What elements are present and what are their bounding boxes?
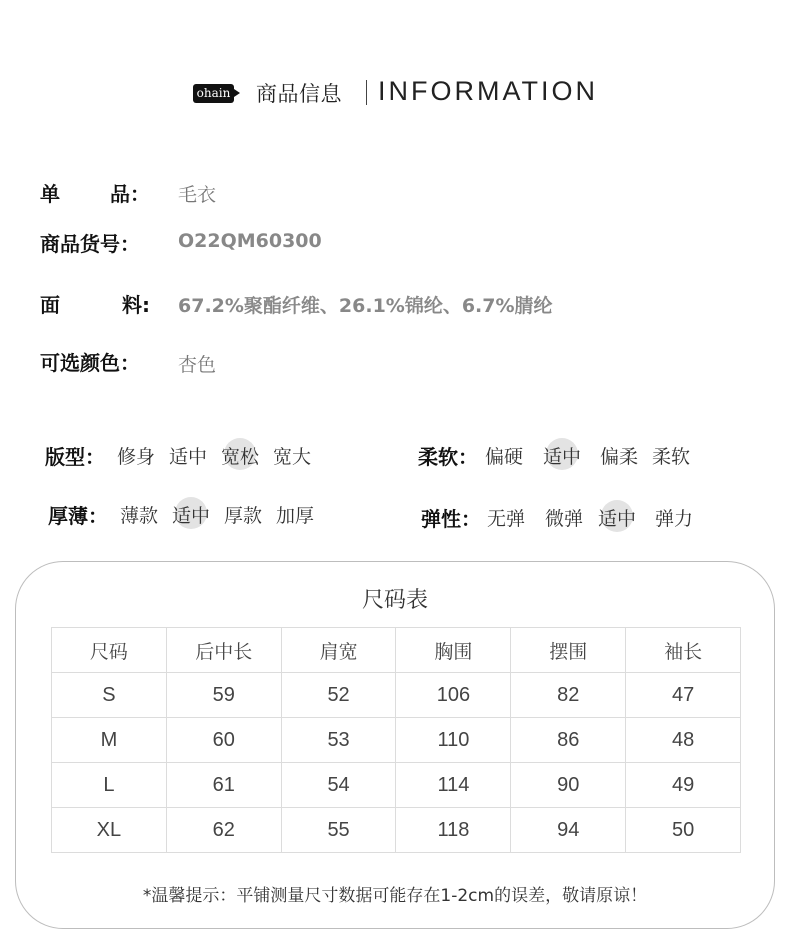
table-row	[52, 673, 741, 718]
fabric-label-part-2: 料:	[122, 293, 150, 317]
table-cell: 114	[396, 763, 511, 808]
brand-logo	[193, 84, 240, 103]
item-label-part-1: 单	[40, 182, 60, 206]
table-cell: 118	[396, 808, 511, 853]
table-cell: 106	[396, 673, 511, 718]
measurement-footnote: *温馨提示：平铺测量尺寸数据可能存在1-2cm的误差，敬请原谅！	[142, 886, 648, 906]
thickness-label: 厚薄：	[48, 504, 108, 528]
table-cell: 60	[166, 718, 281, 763]
item-label	[40, 178, 150, 207]
softness-label: 柔软：	[418, 445, 478, 469]
table-cell: 62	[166, 808, 281, 853]
table-cell: 47	[626, 673, 741, 718]
fit-label: 版型：	[45, 445, 105, 469]
header-divider	[366, 80, 367, 105]
sku-label: 商品货号：	[40, 232, 140, 256]
header-back-length: 后中长	[166, 628, 281, 673]
softness-option-softish: 偏柔	[600, 446, 639, 468]
table-cell: 52	[281, 673, 396, 718]
item-value: 毛衣	[178, 184, 217, 206]
table-cell: 50	[626, 808, 741, 853]
table-cell: 110	[396, 718, 511, 763]
sku-value: O22QM60300	[178, 230, 322, 252]
table-cell: 94	[511, 808, 626, 853]
color-label: 可选颜色：	[40, 351, 140, 375]
size-chart-title: 尺码表	[361, 588, 428, 613]
table-cell: 48	[626, 718, 741, 763]
size-table	[51, 627, 741, 853]
thickness-option-medium: 适中	[172, 501, 210, 528]
info-header	[0, 74, 790, 110]
table-cell: L	[52, 763, 167, 808]
table-cell: 54	[281, 763, 396, 808]
header-shoulder-width: 肩宽	[281, 628, 396, 673]
fit-option-slim: 修身	[117, 446, 156, 468]
play-triangle-icon	[234, 89, 240, 97]
fabric-label	[40, 289, 150, 318]
fit-option-regular: 适中	[169, 446, 208, 468]
elasticity-option-none: 无弹	[487, 508, 526, 530]
header-size: 尺码	[52, 628, 167, 673]
header-chest: 胸围	[396, 628, 511, 673]
size-table-header-row	[52, 628, 741, 673]
item-label-part-2: 品：	[110, 182, 150, 206]
table-row	[52, 718, 741, 763]
table-cell: 49	[626, 763, 741, 808]
brand-logo-text: ohain	[193, 84, 234, 103]
header-title-cn: 商品信息	[256, 82, 342, 106]
elasticity-label: 弹性：	[421, 507, 481, 531]
fabric-value: 67.2%聚酯纤维、26.1%锦纶、6.7%腈纶	[178, 295, 553, 317]
table-row	[52, 763, 741, 808]
fit-option-oversized: 宽大	[273, 446, 312, 468]
table-cell: 53	[281, 718, 396, 763]
thickness-option-thin: 薄款	[120, 505, 159, 527]
table-cell: XL	[52, 808, 167, 853]
header-title-en: INFORMATION	[378, 76, 598, 106]
softness-option-soft: 柔软	[652, 446, 691, 468]
thickness-option-extra-thick: 加厚	[276, 505, 315, 527]
softness-option-medium: 适中	[543, 442, 581, 469]
elasticity-option-medium: 适中	[598, 504, 636, 531]
header-sleeve-length: 袖长	[626, 628, 741, 673]
table-cell: 55	[281, 808, 396, 853]
table-cell: S	[52, 673, 167, 718]
table-cell: 82	[511, 673, 626, 718]
fit-option-loose: 宽松	[221, 442, 259, 469]
table-row	[52, 808, 741, 853]
table-cell: 86	[511, 718, 626, 763]
fabric-label-part-1: 面	[40, 293, 60, 317]
header-hem: 摆围	[511, 628, 626, 673]
color-value: 杏色	[178, 354, 217, 376]
table-cell: M	[52, 718, 167, 763]
table-cell: 61	[166, 763, 281, 808]
table-cell: 90	[511, 763, 626, 808]
elasticity-option-stretchy: 弹力	[655, 508, 694, 530]
thickness-option-thick: 厚款	[224, 505, 263, 527]
elasticity-option-slight: 微弹	[545, 508, 584, 530]
table-cell: 59	[166, 673, 281, 718]
softness-option-stiff: 偏硬	[485, 446, 524, 468]
